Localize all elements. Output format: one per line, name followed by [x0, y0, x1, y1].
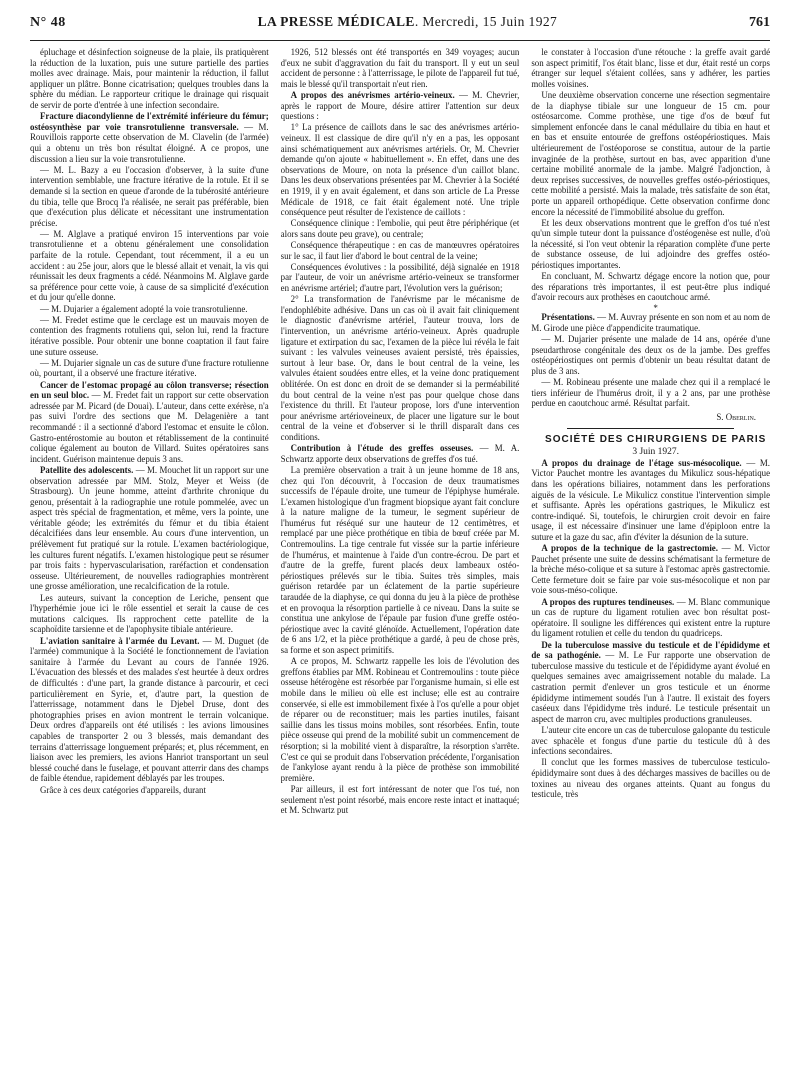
paragraph: Conséquence clinique : l'embolie, qui peut être périphérique (et alors sans doute peu grave), ou centrale;	[280, 218, 520, 239]
abstract-entry: Patellite des adolescents. — M. Mouchet lit un rapport sur une observation adressée par MM. Stolz, Meyer et Weiss (de Strasbourg). Un jeune homme, atteint d'arthrite chronique du genou, présentait à la radiographie une rotule pommelée, avec un aspect très spécial de fragmentation, et même, vers la pointe, une véritable géode; les extrémités du fémur et du tibia étaient décalcifiées dans leur ensemble. Au cours d'une intervention, un prélèvement fut pratiqué sur la rotule. L'examen bactériologique, les cultures furent négatifs. L'examen histologique peut se résumer par trois faits : hypervascularisation, raréfaction et condensation osseuse. Ultérieurement, de nouvelles radiographies montrèrent une grosse amélioration, une recalcification de la rotule.	[30, 464, 269, 592]
paragraph: L'auteur cite encore un cas de tuberculose galopante du testicule avec sphacèle et fongus d'une partie du testicule dû à des infections secondaires.	[531, 724, 771, 757]
header-rule	[30, 40, 770, 41]
section-rule	[567, 428, 734, 429]
paragraph: — M. Dujarier signale un cas de suture d'une fracture rotulienne où, pourtant, il a observé une fracture itérative.	[30, 357, 269, 379]
abstract-entry: L'aviation sanitaire à l'armée du Levant. — M. Duguet (de l'armée) communique à la Société le fonctionnement de l'aviation sanitaire à l'armée du Levant au cours de l'année 1926. L'évacuation des blessés et des malades s'est heurtée à deux ordres de difficultés : d'une part, la grande distance à parcourir, et ceci particulièrement en Syrie, et, d'autre part, la question de l'atterrissage, notamment dans le Djebel Druse, dont des photographies prises en avion montrent le terrain volcanique. Deux ordres d'appareils ont été utilisés : les avions limousines capables de transporter 2 ou 3 blessés, mais demandant des terrains d'atterrissage longuement préparés; et, plus récemment, en liaison avec les premiers, les avions Hanriot transportant un seul blessé couché dans le fuselage, et pouvant atterrir dans des champs de faible étendue, rapidement déblayés par les troupes.	[30, 635, 269, 784]
paragraph: En concluant, M. Schwartz dégage encore la notion que, pour des réparations très importantes, il est peut-être plus indiqué d'avoir recours aux prothèses en caoutchouc armé.	[531, 271, 771, 303]
paragraph: Conséquence thérapeutique : en cas de manœuvres opératoires sur le sac, il faut lier d'abord le bout central de la veine;	[280, 240, 520, 261]
paragraph: 1926, 512 blessés ont été transportés en 349 voyages; aucun d'eux ne subit d'aggravation du fait du transport. Il y eut un seul accident de personne : à l'atterrissage, le pilote de l'appareil fut tué, mais le blessé qu'il transportait n'eut rien.	[280, 47, 520, 89]
running-head: LA PRESSE MÉDICALE. Mercredi, 15 Juin 1927	[257, 14, 558, 29]
paragraph: Les auteurs, suivant la conception de Leriche, pensent que l'hyperhémie joue ici le rôle essentiel et serait la cause de ces mutations calciques. Ils rapprochent cette patellite de la scaphoïdite tarsienne et de l'apophysite tibiale antérieure.	[30, 592, 269, 635]
separator-asterisk: *	[653, 302, 658, 313]
paragraph: A ce propos, M. Schwartz rappelle les lois de l'évolution des greffons établies par MM. Robineau et Contremoulins : toute pièce osseuse hétérogène est résorbée par l'organisme humain, si elle est mobile dans le milieu où elle est incluse; elle est au contraire conservée, si elle est immobilement fixée à l'os qu'elle a pour objet de réparer ou de reconstituer; mais les parties inutiles, faisant saillie dans les tissus moins mobiles, sont résorbées. Enfin, toute pièce osseuse qui prend de la mobilité subit un commencement de résorption; si la mobilité vient à disparaître, la résorption s'arrête. C'est ce qui se produit dans l'observation précédente, l'organisation de l'ankylose ayant rendu à la pièce de prothèse son immobilité première.	[280, 656, 520, 783]
column-3	[531, 47, 770, 1075]
page-number: 761	[749, 15, 770, 30]
paragraph: La première observation a trait à un jeune homme de 18 ans, chez qui l'on découvrit, à l'occasion de deux traumatismes successifs de l'épaule droite, une tumeur de l'épiphyse humérale. L'examen histologique d'un fragment biopsique ayant fait conclure à la nature maligne de la tumeur, le segment supérieur de l'humérus fut réséqué sur une hauteur de 12 centimètres, et remplacé par une pièce prothétique en tibia de bœuf créée par M. Contremoulins. La tige centrale fut vissée sur la partie inférieure de l'humérus, et maintenue à l'aide d'un contre-écrou. De part et d'autre de la greffe, furent placés deux lambeaux ostéo-périostiques prélevés sur le tibia. Suites très simples, mais guérison retardée par un éclatement de la partie supérieure taraudée de la diaphyse, ce qui donna du jeu à la pièce de prothèse et en provoqua la résorption partielle à ce niveau. Dans la suite se constitua une ankylose de l'épaule par fusion d'une greffe ostéo-périostique avec la cavité glénoïde. Actuellement, l'opération date de 6 ans 1/2, et la pièce prothétique a gardé, à peu de chose près, sa forme et son aspect primitifs.	[280, 464, 520, 655]
paragraph: — M. Fredet estime que le cerclage est un mauvais moyen de contention des fragments rotuliens qui, selon lui, rend la fracture itérative possible. Pour obtenir une bonne coaptation il faut faire une suture osseuse.	[30, 314, 269, 357]
column-1	[30, 47, 269, 1075]
paragraph: Il conclut que les formes massives de tuberculose testiculo-épididymaire sont dues à des décharges massives de bacilles ou de toxines au niveau des organes atteints. Quant au fongus du testicule, très	[531, 757, 771, 800]
issue-number: N° 48	[30, 15, 66, 30]
abstract-entry: A propos de la technique de la gastrectomie. — M. Victor Pauchet présente une suite de dessins schématisant la fermeture de la brèche méso-colique et sa suture à l'estomac après gastrectomie. Cette fermeture doit se faire par voie sus-mésocolique et non par voie sous-méso-colique.	[531, 543, 771, 596]
column-2	[281, 47, 520, 1075]
paragraph: — M. Dujarier présente une malade de 14 ans, opérée d'une pseudarthrose congénitale des deux os de la jambe. Des greffes ostéopériostiques ont permis d'obtenir un beau résultat datant de plus de 3 ans.	[531, 334, 771, 376]
paragraph: épluchage et désinfection soigneuse de la plaie, ils pratiquèrent la réduction de la luxation, puis une suture partielle des parties molles avec drainage. Mais, pour maintenir la réduction, il fallut appliquer un plâtre. Bonne cicatrisation; quelques troubles dans la sphère du médian. Le rapporteur critique le drainage qui risquait de servir de porte d'entrée à une infection secondaire.	[30, 47, 269, 110]
abstract-entry: De la tuberculose massive du testicule et de l'épididyme et de sa pathogénie. — M. Le Fur rapporte une observation de tuberculose massive du testicule et de l'épididyme ayant évolué en quelques semaines avec amaigrissement notable du malade. La castration permit d'enlever un gros testicule et un énorme épididyme intimement soudés l'un à l'autre. Il existait des foyers caséeux dans l'épididyme très induré. Le testicule présentait un aspect de marron cru, avec multiples productions granuleuses.	[531, 639, 771, 724]
paragraph: — M. Robineau présente une malade chez qui il a remplacé le tiers inférieur de l'humérus droit, il y a 2 ans, par une prothèse perdue en caoutchouc armé. Résultat parfait.	[531, 376, 771, 409]
section-title: SOCIÉTÉ DES CHIRURGIENS DE PARIS	[545, 434, 767, 446]
paragraph: Par ailleurs, il est fort intéressant de noter que l'os tué, non seulement n'est point résorbé, mais encore reste intact et inattaqué; et M. Schwartz put	[280, 783, 520, 816]
paragraph: 2° La transformation de l'anévrisme par le mécanisme de l'endophlébite adhésive. Dans un cas où il avait fait cliniquement le diagnostic d'anévrisme artériel, l'auteur trouva, lors de l'intervention, un anévrisme artério-veineux. Après quadruple ligature et extirpation du sac, l'examen de la pièce lui révéla le fait suivant : les valvules veineuses avaient persisté, très épaissies, surtout à leur base. Or, dans le bout central de la veine, les valvules étaient soudées entre elles, et la veine donc pratiquement oblitérée. On est donc en droit de se demander si la perméabilité du bout central de la veine n'est pas pour quelque chose dans l'existence du thrill. Et l'auteur propose, lors d'une intervention pour anévrisme artérioveineux, de placer une ligature sur le bout central de la veine et d'observer si le thrill disparaît dans ces conditions.	[280, 294, 520, 442]
paragraph: Conséquences évolutives : la possibilité, déjà signalée en 1918 par l'auteur, de voir un anévrisme artério-veineux se transformer en anévrisme artériel; d'autre part, l'évolution vers la guérison;	[280, 261, 520, 294]
abstract-entry: A propos du drainage de l'étage sus-mésocolique. — M. Victor Pauchet montre les avantages du Mikulicz sous-hépatique dans les opérations biliaires, notamment dans les perforations aiguës de la vésicule. Le Mikulicz constitue l'intervention simple et suffisante. Après les opérations gastriques, le Mikulicz est contre-indiqué. Si, toutefois, le chirurgien croit devoir en faire usage, il est nécessaire d'insinuer une lame d'épiploon entre la suture et la gaze du sac, afin d'éviter la désunion de la suture.	[531, 457, 771, 542]
paragraph: — M. Alglave a pratiqué environ 15 interventions par voie transrotulienne et a obtenu généralement une consolidation parfaite de la rotule. Cependant, tout récemment, il a eu un accident : au 25e jour, alors que le blessé allait et venait, la vis qui réunissait les deux fragments a cédé. Néanmoins M. Alglave garde sa préférence pour cette voie, à cause de sa simplicité d'exécution et du jour qu'elle donne.	[30, 228, 269, 303]
abstract-entry: Contribution à l'étude des greffes osseuses. — M. A. Schwartz apporte deux observations de greffes d'os tué.	[280, 443, 520, 464]
article-columns	[30, 47, 770, 1075]
issue-date: Mercredi, 15 Juin 1927	[422, 14, 558, 29]
paragraph: — M. Dujarier a également adopté la voie transrotulienne.	[40, 303, 248, 314]
paragraph: Grâce à ces deux catégories d'appareils, durant	[40, 784, 206, 795]
abstract-entry: Cancer de l'estomac propagé au côlon transverse; résection en un seul bloc. — M. Fredet fait un rapport sur cette observation adressée par M. Picard (de Douai). L'auteur, dans cette exérèse, n'a pas suivi l'ordre des sections que M. Delagenière a tant recommandé : il a sectionné d'abord l'estomac et ensuite le côlon. Gastro-entérostomie au bouton et rétablissement de la continuité colique également au bouton de Villard. Suites opératoires sans incident. Guérison maintenue depuis 3 ans.	[30, 379, 269, 464]
abstract-entry: Fracture diacondylienne de l'extrémité inférieure du fémur; ostéosynthèse par voie transrotulienne transversale. — M. Rouvillois rapporte cette observation de M. Clavelin (de l'armée) qui a obtenu un très bon résultat éloigné. A ce propos, une discussion a lieu sur la voie transrotulienne.	[30, 111, 269, 164]
abstract-entry: A propos des anévrismes artério-veineux. — M. Chevrier, après le rapport de Moure, désire attirer l'attention sur deux questions :	[280, 89, 520, 122]
paragraph: Une deuxième observation concerne une résection segmentaire de la diaphyse tibiale sur une longueur de 15 cm. pour ostéosarcome. Comme prothèse, une tige d'os de bœuf fut simplement enfoncée dans le canal médullaire du tibia en haut et en bas et ensuite entourée de greffons ostéopériostiques. Mais ultérieurement de l'ostéoporose se constitua, autour de la partie invaginée de la prothèse, surtout en bas, avec apparition d'une certaine mobilité anormale de la jambe. Malgré l'adjonction, à deux reprises successives, de nouvelles greffes ostéo-périostiques, cette mobilité a persisté. Mais la malade, très satisfaite de son état, porte un appareil orthopédique. Cette observation confirme donc encore la nécessité de l'immobilité absolue du greffon.	[531, 89, 771, 217]
signature: S. Oberlin.	[716, 411, 757, 422]
paragraph: le constater à l'occasion d'une rétouche : la greffe avait gardé son aspect primitif, l'os était blanc, lisse et dur, était resté un corps étranger sur lequel s'étaient collées, sans y adhérer, les parties molles voisines.	[531, 47, 771, 89]
page-header	[30, 14, 770, 36]
paragraph: 1° La présence de caillots dans le sac des anévrismes artério-veineux. Il est classique de dire qu'il n'y en a pas, les opposant ainsi schématiquement aux anévrismes artériels. Or, M. Chevrier demande qu'on ajoute « habituellement ». En effet, dans une des observations de Moure, on nota la présence d'un caillot blanc. Dans les deux observations présentées par M. Chevrier à la Société en 1919, il y en avait également, et dans son article de La Presse Médicale de 1918, ce fait était également noté. Une triple conséquence peut résulter de l'existence de caillots :	[280, 122, 520, 218]
paragraph: Et les deux observations montrent que le greffon d'os tué n'est qu'un simple tuteur dont la puissance d'ostéogenèse est nulle, d'où la nécessité, si l'on veut obtenir la réparation complète d'une perte de substance osseuse, de lui adjoindre des greffes ostéo-périostiques importantes.	[531, 217, 771, 271]
paragraph: — M. L. Bazy a eu l'occasion d'observer, à la suite d'une intervention semblable, une fracture itérative de la rotule. Et il se demande si la section en queue d'aronde de la tubérosité antérieure du tibia, telle que Brocq l'a réalisée, ne serait pas préférable, bien que d'exécution plus délicate et nécessitant une instrumentation précise.	[30, 164, 269, 228]
abstract-entry: Présentations. — M. Auvray présente en son nom et au nom de M. Girode une pièce d'appendicite traumatique.	[531, 312, 771, 333]
journal-title: LA PRESSE MÉDICALE	[257, 14, 415, 29]
section-date: 3 Juin 1927.	[632, 446, 680, 457]
abstract-entry: A propos des ruptures tendineuses. — M. Blanc communique un cas de rupture du ligament rotulien avec bon résultat post-opératoire. Il souligne les différences qui existent entre la rupture du ligament rotulien et celle du tendon du quadriceps.	[531, 596, 771, 639]
